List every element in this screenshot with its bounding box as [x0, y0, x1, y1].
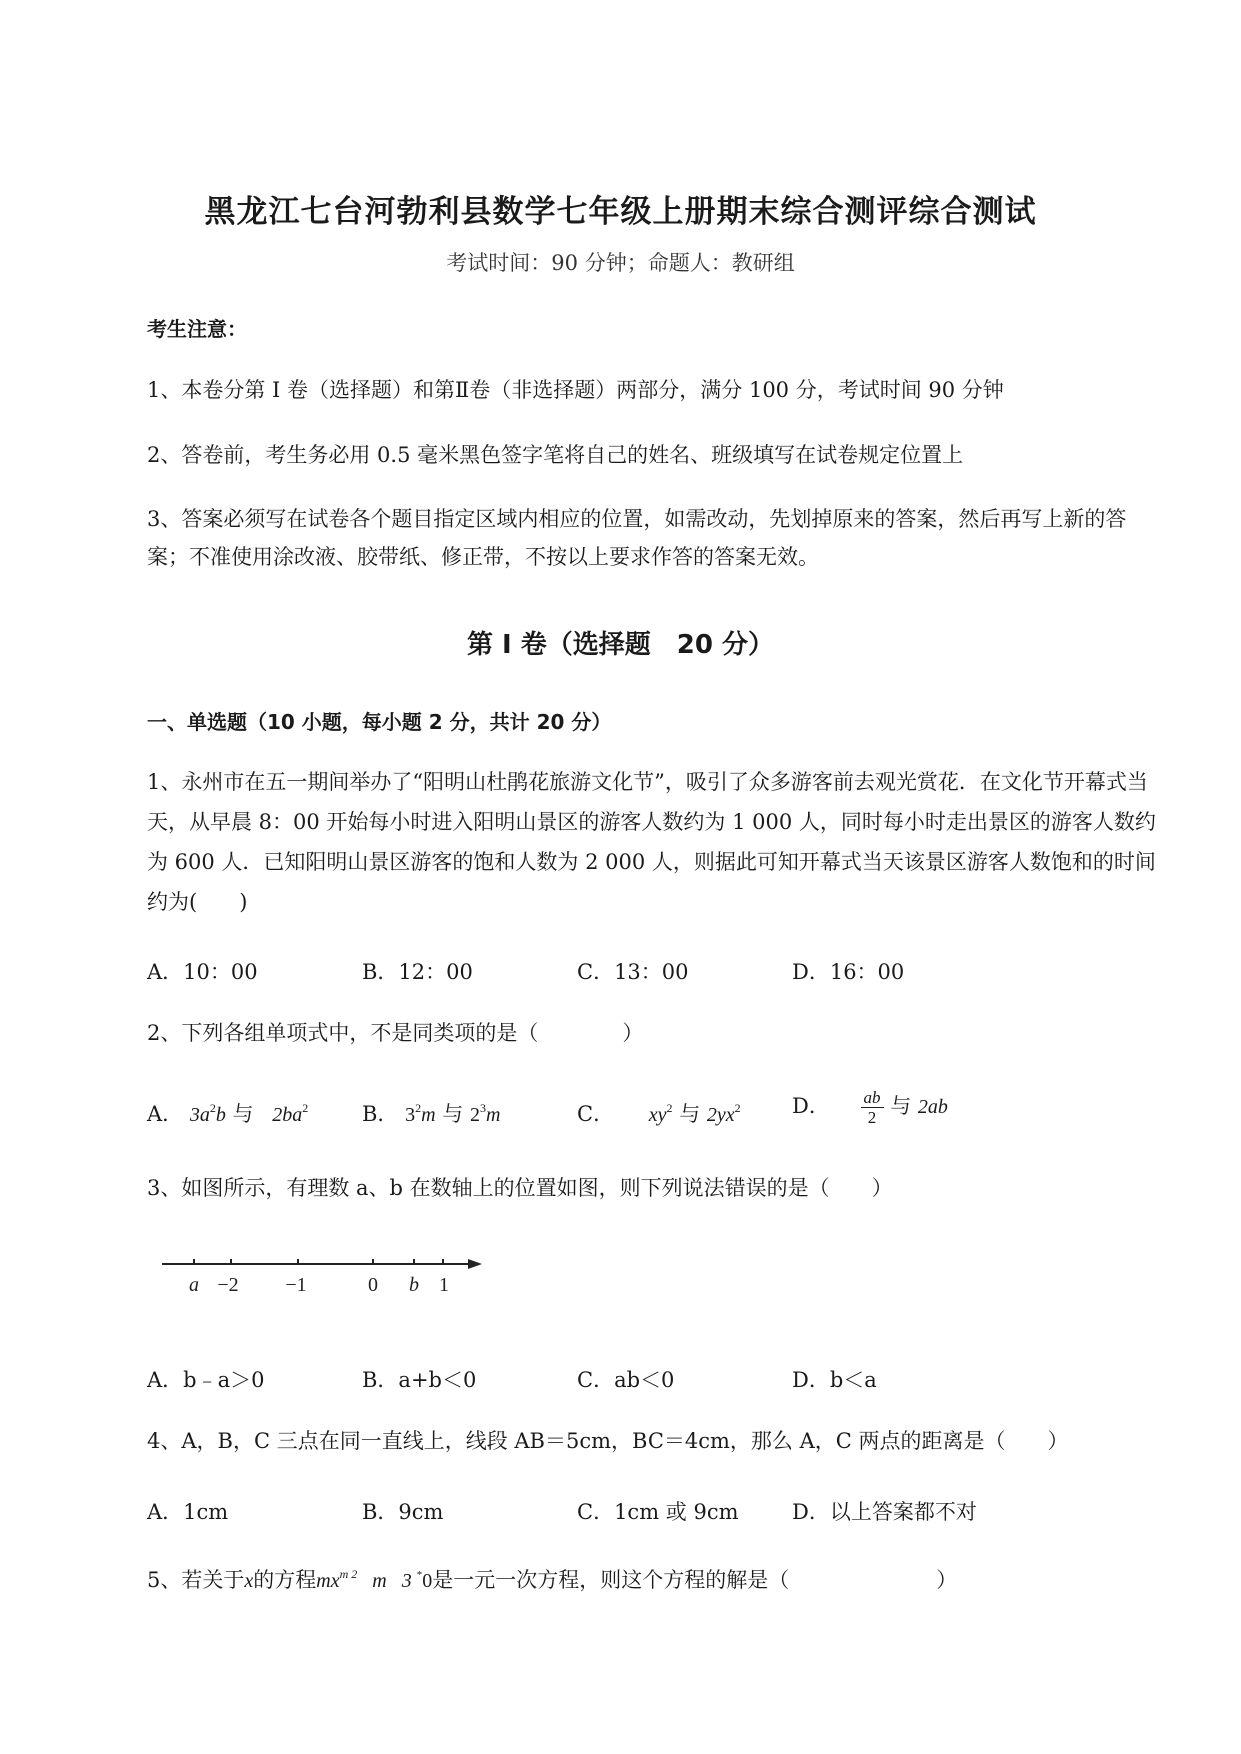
- section-title: 第 I 卷（选择题 20 分）: [466, 630, 774, 660]
- option-letter: D．: [792, 1094, 830, 1118]
- q4-option-a[interactable]: A．1cm: [147, 1500, 229, 1524]
- label-a: a: [189, 1274, 199, 1296]
- notes-heading: 考生注意：: [147, 317, 247, 341]
- question-4-stem: 4、A，B，C 三点在同一直线上，线段 AB＝5cm，BC＝4cm，那么 A，C 两点的距离是（ ）: [147, 1429, 1069, 1453]
- q5-text-part: 5、若关于: [147, 1568, 245, 1592]
- option-letter: C．: [577, 1102, 615, 1126]
- note-item-3: 3、答案必须写在试卷各个题目指定区域内相应的位置，如需改动，先划掉原来的答案，然后再写上新的答案；不准使用涂改液、胶带纸、修正带，不按以上要求作答的答案无效。: [147, 507, 1127, 569]
- label-minus-2: −2: [217, 1274, 239, 1296]
- label-1: 1: [439, 1274, 449, 1296]
- q2-option-a[interactable]: [147, 1098, 308, 1128]
- math-expr: 2ab: [917, 1096, 948, 1118]
- q4-option-b[interactable]: B．9cm: [362, 1500, 444, 1524]
- question-1-stem: 1、永州市在五一期间举办了“阳明山杜鹃花旅游文化节”，吸引了众多游客前去观光赏花．在文化节开幕式当天，从早晨 8：00 开始每小时进入阳明山景区的游客人数约为 1 000 人，同时每小时走出景区的游客人数约为 600 人．已知阳明山景区游客的饱和人数为 2 000 人，则据此可知开幕式当天该景区游客人数饱和的时间约为( ): [147, 770, 1156, 914]
- conjunction: 与: [442, 1102, 464, 1126]
- conjunction: 与: [232, 1102, 254, 1126]
- arrow-head-icon: [468, 1259, 482, 1269]
- note-item-2: 2、答卷前，考生务必用 0.5 毫米黑色签字笔将自己的姓名、班级填写在试卷规定位置上: [147, 443, 964, 467]
- q3-option-a[interactable]: A．b﹣a＞0: [147, 1368, 265, 1392]
- q3-option-d[interactable]: D．b＜a: [792, 1368, 877, 1392]
- question-3-stem: 3、如图所示，有理数 a、b 在数轴上的位置如图，则下列说法错误的是（ ）: [147, 1176, 893, 1200]
- equation: $mx^{m 2}$ m 3 *0: [316, 1567, 433, 1592]
- part-heading: 一、单选题（10 小题，每小题 2 分，共计 20 分）: [147, 710, 612, 734]
- math-expr: $2^3m$: [469, 1101, 501, 1126]
- variable-x: x: [244, 1570, 254, 1592]
- q2-option-c[interactable]: [577, 1098, 741, 1128]
- q1-option-c[interactable]: C．13：00: [577, 960, 689, 984]
- label-b: b: [409, 1274, 419, 1296]
- option-letter: B．: [362, 1102, 399, 1126]
- label-minus-1: −1: [285, 1274, 307, 1296]
- page-title: 黑龙江七台河勃利县数学七年级上册期末综合测评综合测试: [204, 194, 1037, 230]
- q4-option-c[interactable]: C．1cm 或 9cm: [577, 1500, 739, 1524]
- q1-option-d[interactable]: D．16：00: [792, 960, 905, 984]
- math-expr: $xy^2$: [648, 1101, 673, 1126]
- fraction: $\frac{ab}{2}$: [861, 1088, 884, 1127]
- math-expr: $2yx^2$: [706, 1101, 741, 1126]
- q3-option-c[interactable]: C．ab＜0: [577, 1368, 675, 1392]
- q2-option-b[interactable]: [362, 1098, 500, 1128]
- q1-option-a[interactable]: A．10：00: [147, 960, 258, 984]
- math-expr: $3^2m$: [405, 1101, 436, 1126]
- note-item-1: 1、本卷分第 I 卷（选择题）和第Ⅱ卷（非选择题）两部分，满分 100 分，考试时间 90 分钟: [147, 378, 1004, 402]
- conjunction: 与: [679, 1102, 701, 1126]
- option-letter: A．: [147, 1102, 184, 1126]
- q1-option-b[interactable]: B．12：00: [362, 960, 473, 984]
- conjunction: 与: [890, 1094, 912, 1118]
- exam-info: 考试时间：90 分钟；命题人：教研组: [446, 251, 795, 275]
- q2-option-d[interactable]: [792, 1088, 948, 1127]
- question-2-stem: 2、下列各组单项式中，不是同类项的是（ ）: [147, 1021, 644, 1045]
- q3-option-b[interactable]: B．a+b＜0: [362, 1368, 477, 1392]
- question-5-stem: [147, 1554, 1157, 1601]
- math-expr: $3a^2b$: [189, 1101, 226, 1126]
- q5-text-part: 的方程: [253, 1568, 317, 1592]
- number-line-figure: [160, 1250, 500, 1310]
- q5-text-part: 是一元一次方程，则这个方程的解是（ ）: [432, 1568, 958, 1592]
- label-0: 0: [368, 1274, 378, 1296]
- math-expr: $2ba^2$: [272, 1101, 309, 1126]
- q4-option-d[interactable]: D．以上答案都不对: [792, 1500, 977, 1524]
